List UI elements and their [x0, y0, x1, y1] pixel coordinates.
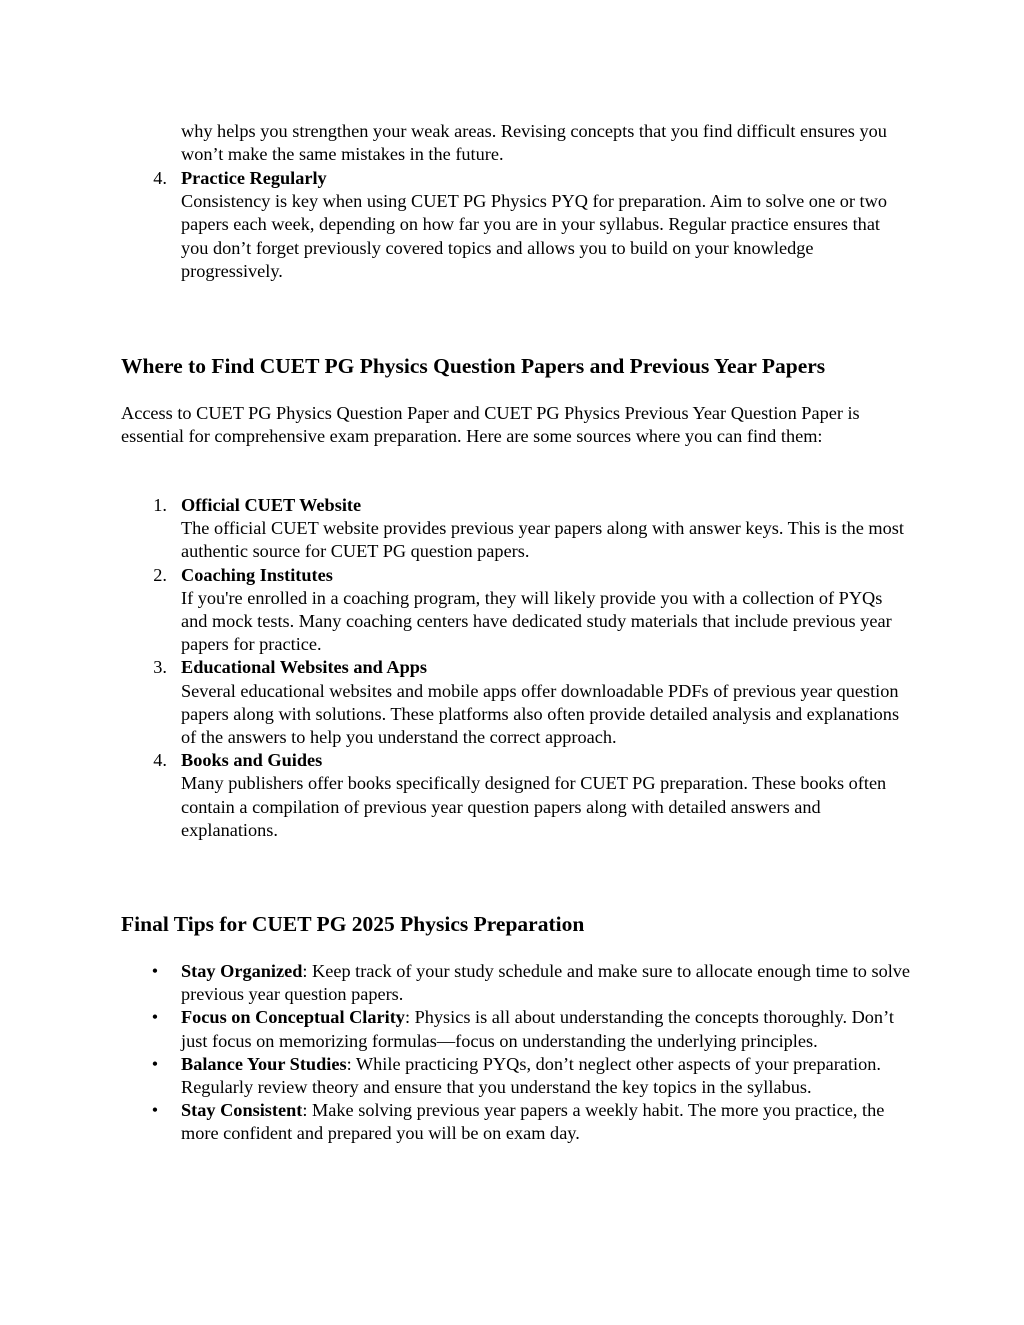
list-item [121, 749, 911, 842]
list-item [121, 960, 911, 1006]
list-item-body: The official CUET website provides previous year papers along with answer keys. This is the most authentic source for CUET PG question papers. [181, 518, 904, 562]
tip-body: : Physics is all about understanding the concepts thoroughly. Don’t just focus on memorizing formulas—focus on understanding the underlying principles. [181, 1007, 894, 1051]
section-heading-where: Where to Find CUET PG Physics Question Papers and Previous Year Papers [121, 354, 826, 378]
section-intro-where: Access to CUET PG Physics Question Paper and CUET PG Physics Previous Year Question Paper is essential for comprehensive exam preparation. Here are some sources where you can find them: [121, 403, 860, 447]
intro-continuation-text: why helps you strengthen your weak areas. Revising concepts that you find difficult ensures you won’t make the same mistakes in the future. [181, 121, 887, 165]
list-item-body: Many publishers offer books specifically designed for CUET PG preparation. These books often contain a compilation of previous year question papers along with detailed answers and explanations. [181, 773, 887, 840]
list-item-title: Official CUET Website [181, 495, 362, 515]
list-item [121, 564, 911, 657]
list-number: 1. [153, 495, 167, 515]
list-item [121, 1006, 911, 1052]
list-item [121, 656, 911, 749]
tip-title: Stay Organized [181, 961, 303, 981]
list-item-title: Practice Regularly [181, 168, 327, 188]
bullet-icon: • [151, 1053, 159, 1074]
list-item-body: Consistency is key when using CUET PG Physics PYQ for preparation. Aim to solve one or two papers each week, depending on how far you are in your syllabus. Regular practice ensures that you don’t forget previously covered topics and allows you to build on your knowledge progressively. [181, 191, 887, 281]
list-item-title: Coaching Institutes [181, 564, 333, 585]
list-number: 4. [153, 168, 167, 188]
tip-title: Focus on Conceptual Clarity [181, 1007, 405, 1028]
tip-body: : While practicing PYQs, don’t neglect other aspects of your preparation. Regularly review theory and ensure that you understand the key topics in the syllabus. [181, 1053, 881, 1098]
list-number: 4. [153, 750, 167, 771]
list-item-body: If you're enrolled in a coaching program, they will likely provide you with a collection of PYQs and mock tests. Many coaching centers have dedicated study materials that include previous year papers for practice. [181, 587, 892, 655]
bullet-icon: • [151, 961, 159, 981]
list-item-title: Educational Websites and Apps [181, 657, 428, 678]
sources-list [121, 494, 911, 842]
practice-item [121, 167, 911, 283]
tip-title: Balance Your Studies [181, 1053, 347, 1074]
tip-title: Stay Consistent [181, 1100, 303, 1121]
section-heading-tips: Final Tips for CUET PG 2025 Physics Preparation [121, 912, 585, 936]
list-item [121, 1053, 911, 1099]
list-item-title: Books and Guides [181, 750, 323, 771]
list-item [121, 1099, 911, 1145]
tip-body: : Make solving previous year papers a weekly habit. The more you practice, the more confident and prepared you will be on exam day. [181, 1100, 885, 1144]
list-number: 3. [153, 657, 167, 678]
tips-list [121, 960, 911, 1146]
tip-body: : Keep track of your study schedule and make sure to allocate enough time to solve previous year question papers. [181, 961, 911, 1005]
bullet-icon: • [151, 1007, 159, 1028]
list-item [121, 494, 911, 564]
bullet-icon: • [151, 1100, 159, 1121]
intro-continuation [121, 120, 911, 166]
list-number: 2. [153, 564, 167, 585]
list-item-body: Several educational websites and mobile apps offer downloadable PDFs of previous year question papers along with solutions. These platforms also often provide detailed analysis and explanations of the answers to help you understand the correct approach. [181, 680, 900, 748]
